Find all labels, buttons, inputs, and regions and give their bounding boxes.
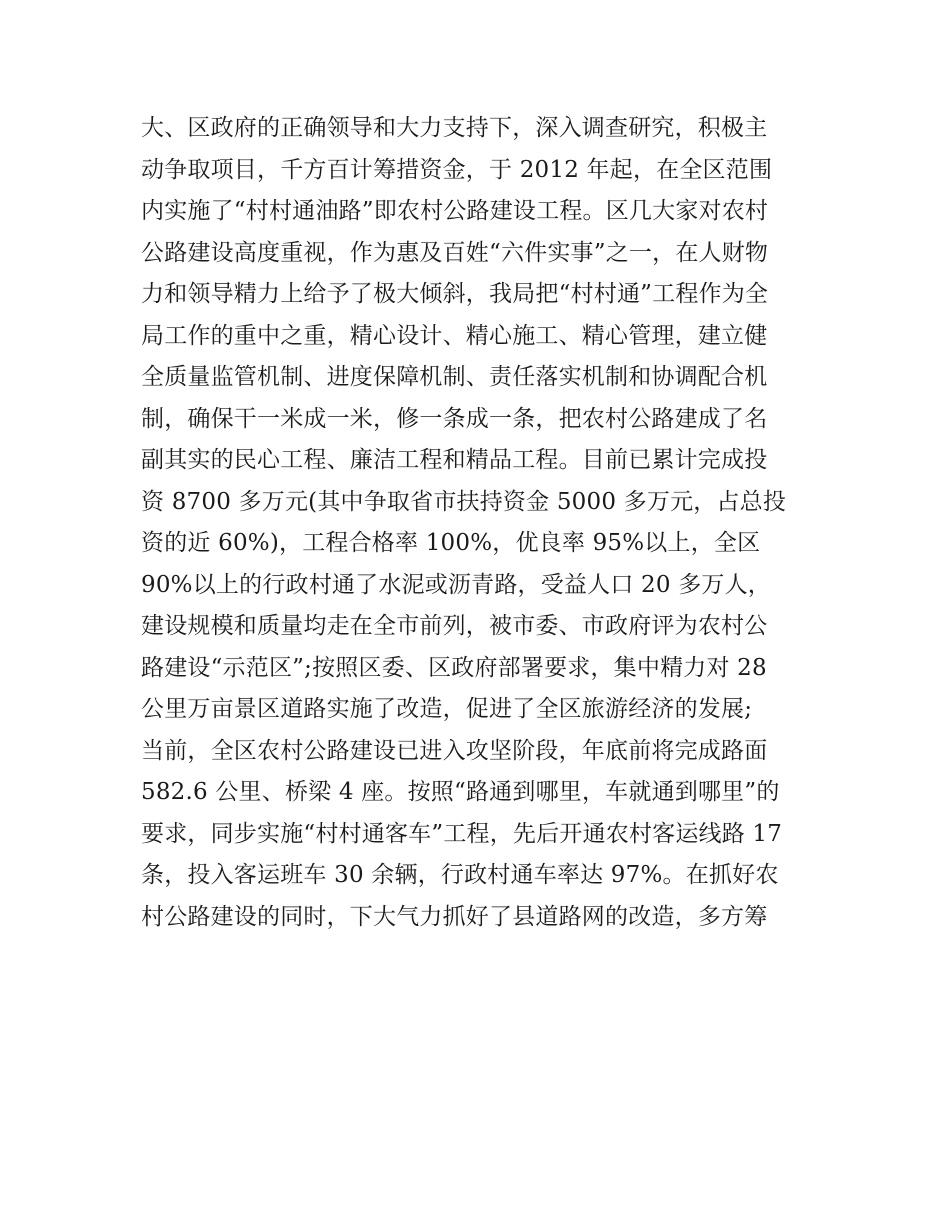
text-line: 公路建设高度重视，作为惠及百姓“六件实事”之一，在人财物 (141, 239, 769, 266)
text-line: 制，确保干一米成一米，修一条成一条，把农村公路建成了名 (141, 405, 768, 432)
text-line: 公里万亩景区道路实施了改造，促进了全区旅游经济的发展; (141, 696, 753, 722)
text-line: 要求，同步实施“村村通客车”工程，先后开通农村客运线路 17 (141, 820, 783, 847)
text-line: 582.6 公里、桥梁 4 座。按照“路通到哪里，车就通到哪里”的 (141, 779, 780, 805)
text-line: 全质量监管机制、进度保障机制、责任落实机制和协调配合机 (141, 364, 768, 390)
text-line: 条，投入客运班车 30 余辆，行政村通车率达 97%。在抓好农 (141, 862, 779, 888)
text-line: 副其实的民心工程、廉洁工程和精品工程。目前已累计完成投 (141, 447, 768, 473)
text-line: 资的近 60%)，工程合格率 100%，优良率 95%以上，全区 (141, 530, 761, 556)
text-line: 村公路建设的同时，下大气力抓好了县道路网的改造，多方筹 (141, 903, 768, 930)
text-line: 内实施了“村村通油路”即农村公路建设工程。区几大家对农村 (141, 198, 769, 224)
text-line: 动争取项目，千方百计筹措资金，于 2012 年起，在全区范围 (141, 156, 773, 183)
text-line: 当前，全区农村公路建设已进入攻坚阶段，年底前将完成路面 (141, 737, 768, 764)
text-line: 90%以上的行政村通了水泥或沥青路，受益人口 20 多万人， (141, 571, 772, 598)
text-line: 局工作的重中之重，精心设计、精心施工、精心管理，建立健 (141, 322, 768, 349)
text-line: 力和领导精力上给予了极大倾斜，我局把“村村通”工程作为全 (141, 281, 769, 307)
text-line: 资 8700 多万元(其中争取省市扶持资金 5000 多万元，占总投 (141, 488, 787, 515)
text-line: 大、区政府的正确领导和大力支持下，深入调查研究，积极主 (141, 115, 768, 141)
text-line: 建设规模和质量均走在全市前列，被市委、市政府评为农村公 (141, 613, 768, 639)
text-line: 路建设“示范区”;按照区委、区政府部署要求，集中精力对 28 (141, 654, 767, 681)
body-paragraph (141, 108, 821, 938)
